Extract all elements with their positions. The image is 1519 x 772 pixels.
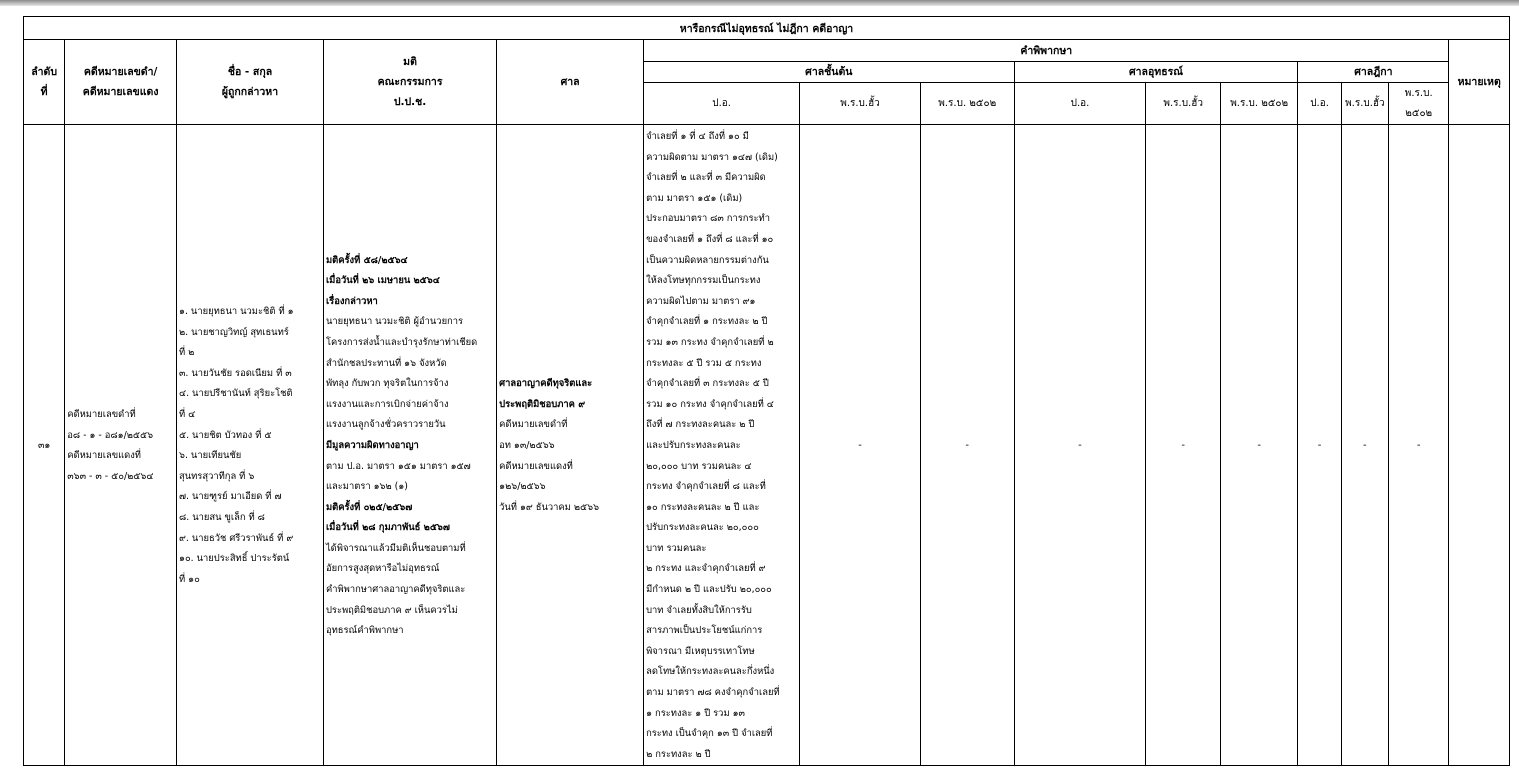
text-line: ๓. นายวันชัย รอดเนียม ที่ ๓ (179, 367, 292, 379)
sub-first-pa: ป.อ. (644, 83, 800, 125)
table-row (24, 125, 1510, 766)
header-judgment: คำพิพากษา (644, 40, 1449, 62)
text-line: โครงการส่งน้ำและบำรุงรักษาท่าเชียด (325, 336, 478, 348)
text-line: สุนทรสุวาทีกุล ที่ ๖ (179, 470, 255, 482)
sub-appeal-pa: ป.อ. (1014, 83, 1146, 125)
text-line: บาท รวมคนละ (646, 542, 707, 554)
cell-first-pa (644, 125, 800, 766)
text-line: ๒๐,๐๐๐ บาท รวมคนละ ๔ (646, 460, 752, 472)
text-line: แรงงานและการเบิกจ่ายค่าจ้าง (325, 398, 449, 410)
header-no: ลำดับ ที่ (24, 40, 65, 125)
text-line: เมื่อวันที่ ๒๖ เมษายน ๒๕๖๔ (325, 275, 440, 287)
text-line: พิจารณา มีเหตุบรรเทาโทษ (646, 645, 755, 657)
text-line: ตาม มาตรา ๗๘ คงจำคุกจำเลยที่ (646, 687, 780, 699)
text-line: ความผิดไปตาม มาตรา ๙๑ (646, 295, 756, 307)
text-line: ๒ กระทงละ ๒ ปี (646, 748, 711, 760)
text-line: ๓๖๓ - ๓ - ๕๐/๒๕๖๔ (67, 470, 154, 482)
text-line: ๔. นายปรีชานันท์ สุริยะโชติ (179, 388, 293, 400)
text-line: ๕. นายชิต บัวทอง ที่ ๕ (179, 429, 272, 441)
text-line: แรงงานลูกจ้างชั่วคราวรายวัน (325, 419, 446, 431)
text-line: ตาม ป.อ. มาตรา ๑๕๑ มาตรา ๑๕๗ (325, 460, 471, 472)
text-line: ๑๐. นายประสิทธิ์ ปาระรัตน์ (179, 553, 290, 565)
text-line: คำพิพากษาศาลอาญาคดีทุจริตและ (325, 584, 466, 596)
text-line: ของจำเลยที่ ๑ ถึงที่ ๘ และที่ ๑๐ (646, 233, 774, 245)
header-first-court: ศาลชั้นต้น (644, 62, 1014, 83)
text-line: จำคุกจำเลยที่ ๓ กระทงละ ๕ ปี (646, 378, 769, 390)
text-line: คดีหมายเลขแดงที่ (499, 460, 573, 472)
text-line: สำนักชลประทานที่ ๑๖ จังหวัด (325, 357, 447, 369)
cell-appeal-pa: - (1014, 125, 1146, 766)
cell-remark (1449, 125, 1510, 766)
header-supreme-court: ศาลฎีกา (1298, 62, 1449, 83)
cell-supreme-2502: - (1389, 125, 1449, 766)
text-line: เมื่อวันที่ ๒๘ กุมภาพันธ์ ๒๕๖๗ (325, 522, 450, 534)
text-line: ๑๐ กระทงละคนละ ๒ ปี และ (646, 501, 760, 513)
text-line: ลดโทษให้กระทงละคนละกึ่งหนึ่ง (646, 666, 775, 678)
text-line: นายยุทธนา นวมะชิติ ผู้อำนวยการ (325, 316, 464, 328)
text-line: เป็นความผิดหลายกรรมต่างกัน (646, 254, 769, 266)
text-line: ๒. นายชาญวิทญ์ สุทเธนทร์ (179, 326, 289, 338)
cell-supreme-pa: - (1298, 125, 1341, 766)
text-line: มติครั้งที่ ๕๘/๒๕๖๔ (325, 254, 408, 266)
text-line: ให้ลงโทษทุกกรรมเป็นกระทง (646, 275, 761, 287)
text-line: และปรับกระทงละคนละ (646, 439, 741, 451)
text-line: ประพฤติมิชอบภาค ๙ เห็นควรไม่ (325, 604, 458, 616)
sub-supreme-hua: พ.ร.บ.ฮั้ว (1341, 83, 1388, 125)
header-remark: หมายเหตุ (1449, 40, 1510, 125)
cell-nacc-resolution (323, 125, 496, 766)
text-line: ที่ ๔ (179, 409, 196, 421)
text-line: ๗. นายฑูรย์ มาเอียด ที่ ๗ (179, 491, 282, 503)
cell-no: ๓๑ (24, 125, 65, 766)
cell-appeal-2502: - (1220, 125, 1298, 766)
text-line: คดีหมายเลขแดงที่ (67, 450, 141, 462)
text-line: วันที่ ๑๙ ธันวาคม ๒๕๖๖ (499, 501, 600, 513)
cell-court (497, 125, 644, 766)
sub-appeal-hua: พ.ร.บ.ฮั้ว (1146, 83, 1220, 125)
cell-first-hua: - (800, 125, 921, 766)
text-line: อุทธรณ์คำพิพากษา (325, 625, 404, 637)
top-shadow-bar (0, 0, 1519, 6)
text-line: จำเลยที่ ๑ ที่ ๔ ถึงที่ ๑๐ มี (646, 131, 749, 142)
text-line: บาท จำเลยทั้งสิบให้การรับ (646, 604, 752, 616)
text-line: มติครั้งที่ ๐๒๕/๒๕๖๗ (325, 501, 413, 513)
text-line: ๖. นายเทียนชัย (179, 450, 242, 462)
text-line: เรื่องกล่าวหา (325, 295, 378, 307)
text-line: คดีหมายเลขดำที่ (67, 409, 136, 421)
cell-first-2502: - (920, 125, 1014, 766)
text-line: มีกำหนด ๒ ปี และปรับ ๒๐,๐๐๐ (646, 584, 772, 596)
text-line: อ๘ - ๑ - อ๘๑/๒๕๕๖ (67, 429, 154, 441)
text-line: ๙. นายธวัช ศรีวราพันธ์ ที่ ๙ (179, 532, 294, 544)
text-line: และมาตรา ๑๖๒ (๑) (325, 481, 408, 493)
sub-supreme-2502: พ.ร.บ. ๒๕๐๒ (1389, 83, 1449, 125)
text-line: อท ๑๓/๒๕๖๖ (499, 439, 555, 451)
text-line: กระทง จำคุกจำเลยที่ ๘ และที่ (646, 481, 766, 493)
sub-supreme-pa: ป.อ. (1298, 83, 1341, 125)
text-line: ประพฤติมิชอบภาค ๙ (499, 398, 586, 410)
sub-first-2502: พ.ร.บ. ๒๕๐๒ (920, 83, 1014, 125)
header-nacc-resolution: มติ คณะกรรมการ ป.ป.ช. (323, 40, 496, 125)
cell-accused (177, 125, 324, 766)
cell-case-no (65, 125, 177, 766)
text-line: กระทงละ ๕ ปี รวม ๕ กระทง (646, 357, 762, 369)
text-line: ๑ กระทงละ ๑ ปี รวม ๑๓ (646, 707, 745, 719)
text-line: ปรับกระทงละคนละ ๒๐,๐๐๐ (646, 522, 759, 534)
text-line: ๘. นายสน ขูเล็ก ที่ ๘ (179, 511, 265, 523)
text-line: อัยการสูงสุดหารือไม่อุทธรณ์ (325, 563, 440, 575)
text-line: ที่ ๒ (179, 347, 195, 359)
text-line: รวม ๑๐ กระทง จำคุกจำเลยที่ ๔ (646, 398, 774, 410)
text-line: ๑๒๖/๒๕๖๖ (499, 481, 546, 493)
table-title: หารือกรณีไม่อุทธรณ์ ไม่ฎีกา คดีอาญา (24, 17, 1510, 40)
header-accused: ชื่อ - สกุล ผู้ถูกกล่าวหา (177, 40, 324, 125)
text-line: มีมูลความผิดทางอาญา (325, 439, 419, 451)
text-line: จำเลยที่ ๒ และที่ ๓ มีความผิด (646, 172, 766, 184)
text-line: พัทลุง กับพวก ทุจริตในการจ้าง (325, 378, 449, 390)
header-appeal-court: ศาลอุทธรณ์ (1014, 62, 1298, 83)
sub-appeal-2502: พ.ร.บ. ๒๕๐๒ (1220, 83, 1298, 125)
header-case-no: คดีหมายเลขดำ/ คดีหมายเลขแดง (65, 40, 177, 125)
text-line: ประกอบมาตรา ๘๓ การกระทำ (646, 213, 770, 225)
text-line: รวม ๑๓ กระทง จำคุกจำเลยที่ ๒ (646, 336, 774, 348)
cell-appeal-hua: - (1146, 125, 1220, 766)
text-line: ศาลอาญาคดีทุจริตและ (499, 378, 593, 390)
text-line: ตาม มาตรา ๑๕๑ (เดิม) (646, 192, 743, 204)
header-court: ศาล (497, 40, 644, 125)
text-line: ที่ ๑๐ (179, 573, 200, 585)
text-line: คดีหมายเลขดำที่ (499, 419, 568, 431)
text-line: ได้พิจารณาแล้วมีมติเห็นชอบตามที่ (325, 542, 466, 554)
text-line: กระทง เป็นจำคุก ๑๓ ปี จำเลยที่ (646, 728, 773, 740)
text-line: ๒ กระทง และจำคุกจำเลยที่ ๙ (646, 563, 766, 575)
case-table (23, 16, 1510, 766)
text-line: สารภาพเป็นประโยชน์แก่การ (646, 625, 763, 637)
cell-supreme-hua: - (1341, 125, 1388, 766)
sub-first-hua: พ.ร.บ.ฮั้ว (800, 83, 921, 125)
text-line: ๑. นายยุทธนา นวมะชิติ ที่ ๑ (179, 306, 294, 318)
text-line: จำคุกจำเลยที่ ๑ กระทงละ ๒ ปี (646, 316, 768, 328)
text-line: ถึงที่ ๗ กระทงละคนละ ๒ ปี (646, 419, 755, 431)
text-line: ความผิดตาม มาตรา ๑๔๗ (เดิม) (646, 151, 778, 163)
